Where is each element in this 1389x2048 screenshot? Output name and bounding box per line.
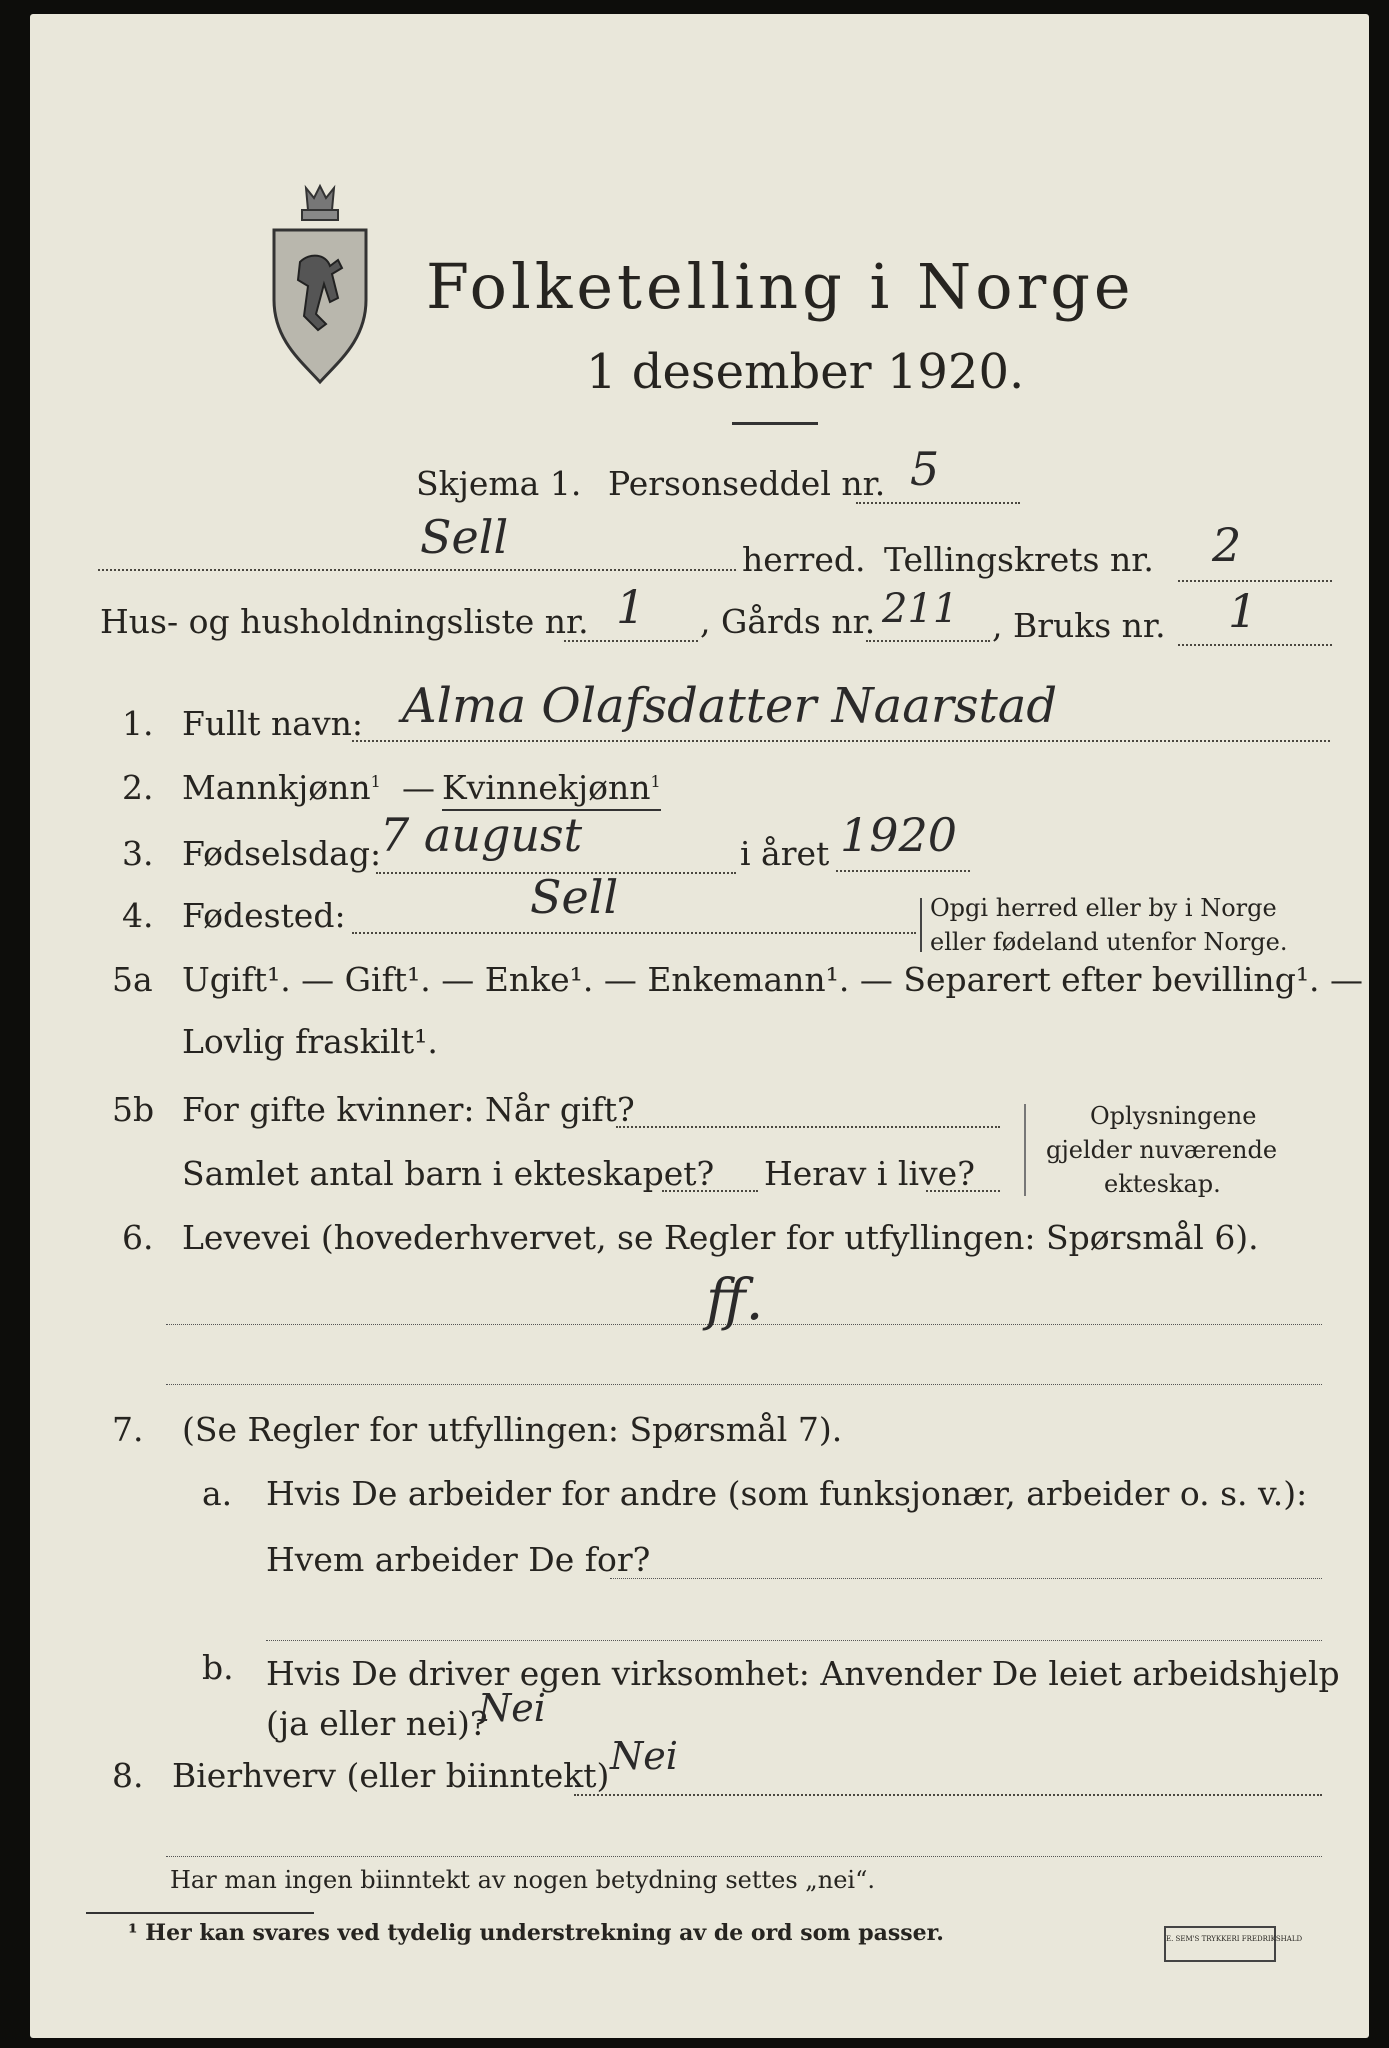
q5a-number: 5a	[112, 960, 153, 999]
q5b-children-field-line	[662, 1190, 758, 1192]
q5a-options	[182, 960, 1363, 999]
q1-field-line	[352, 740, 1330, 742]
q1-label: Fullt navn:	[182, 704, 363, 743]
bruks-field-line	[1178, 644, 1332, 646]
q4-note-bracket	[920, 898, 922, 952]
tellingskrets-label: Tellingskrets nr.	[884, 540, 1154, 579]
gards-field-line	[866, 640, 990, 642]
q6-label: Levevei (hovederhvervet, se Regler for utfyllingen: Spørsmål 6).	[182, 1218, 1259, 1257]
q5b-note-bracket	[1024, 1104, 1026, 1196]
q6-answer-line2	[166, 1384, 1322, 1385]
q5b-note-line1: Oplysningene	[1090, 1102, 1257, 1130]
q7a-question: Hvis De arbeider for andre (som funksjonær, arbeider o. s. v.):	[266, 1474, 1308, 1513]
gards-value[interactable]: 211	[882, 586, 959, 632]
birthplace-value[interactable]: Sell	[530, 870, 619, 924]
full-name-value[interactable]: Alma Olafsdatter Naarstad	[402, 678, 1058, 734]
census-form	[30, 14, 1369, 2038]
q5b-alive-field-line	[926, 1190, 1000, 1192]
q8-number: 8.	[112, 1756, 144, 1795]
q7b-yes-no-label: (ja eller nei)?	[266, 1704, 488, 1743]
footnote: ¹ Her kan svares ved tydelig understrekning av de ord som passer.	[128, 1920, 944, 1946]
q4-number: 4.	[122, 896, 154, 935]
form-title: Folketelling i Norge	[426, 250, 1135, 323]
form-date: 1 desember 1920.	[586, 344, 1025, 400]
bruks-label: , Bruks nr.	[992, 606, 1166, 645]
q8-field-line2	[166, 1856, 1322, 1857]
q8-field-line	[574, 1794, 1322, 1796]
coat-of-arms-emblem	[266, 182, 374, 388]
q5b-number: 5b	[112, 1090, 155, 1129]
q7a-field-line2	[266, 1640, 1322, 1641]
q6-number: 6.	[122, 1218, 154, 1257]
q3-label: Fødselsdag:	[182, 834, 382, 873]
q2-female-label: Kvinnekjønn	[442, 768, 651, 807]
q7-number: 7.	[112, 1410, 144, 1449]
q4-note-line2: eller fødeland utenfor Norge.	[930, 928, 1288, 956]
q5a-options-text: Ugift¹. — Gift¹. — Enke¹. — Enkemann¹. — Separert efter bevilling¹. —	[182, 960, 1364, 999]
schema-label: Skjema 1.	[416, 464, 582, 503]
q3-year-label: i året	[740, 834, 830, 873]
title-divider	[732, 422, 818, 425]
gards-label: , Gårds nr.	[700, 602, 876, 641]
q8-label: Bierhverv (eller biinntekt)	[172, 1756, 610, 1795]
q2-dash: —	[402, 768, 435, 807]
hired-help-value[interactable]: Nei	[478, 1686, 546, 1730]
husholdningsliste-value[interactable]: 1	[616, 580, 646, 634]
personseddel-value[interactable]: 5	[910, 442, 940, 496]
bruks-value[interactable]: 1	[1228, 584, 1258, 638]
q7a-letter: a.	[202, 1474, 233, 1513]
q7a-field-line1	[610, 1578, 1322, 1579]
q8-note: Har man ingen biinntekt av nogen betydning settes „nei“.	[170, 1866, 875, 1894]
printer-stamp-text: E. SEM'S TRYKKERI FREDRIKSHALD	[1166, 1935, 1303, 1943]
footnote-divider	[86, 1912, 314, 1914]
q5b-field-line	[616, 1126, 1000, 1128]
herred-value[interactable]: Sell	[420, 510, 509, 564]
occupation-value[interactable]: ff.	[706, 1268, 764, 1333]
q7a-employer-label: Hvem arbeider De for?	[266, 1540, 651, 1579]
birthday-value[interactable]: 7 august	[380, 808, 583, 862]
q7b-question: Hvis De driver egen virksomhet: Anvender De leiet arbeidshjelp	[266, 1654, 1340, 1693]
printer-stamp	[1164, 1926, 1303, 1962]
q5b-children-label: Samlet antal barn i ekteskapet?	[182, 1154, 715, 1193]
q3-number: 3.	[122, 834, 154, 873]
q4-field-line	[352, 932, 916, 934]
personseddel-field-line	[856, 502, 1020, 504]
q5b-note-line3: ekteskap.	[1104, 1170, 1221, 1198]
husholdningsliste-label: Hus- og husholdningsliste nr.	[100, 602, 589, 641]
q5b-note-line2: gjelder nuværende	[1046, 1136, 1278, 1164]
q3-year-field-line	[836, 870, 970, 872]
q7b-letter: b.	[202, 1648, 234, 1687]
side-income-value[interactable]: Nei	[610, 1734, 678, 1778]
tellingskrets-value[interactable]: 2	[1212, 518, 1242, 572]
q5b-alive-label: Herav i live?	[764, 1154, 975, 1193]
q5a-options-cont: Lovlig fraskilt¹.	[182, 1022, 438, 1061]
q5b-label: For gifte kvinner: Når gift?	[182, 1090, 635, 1129]
q7-label: (Se Regler for utfyllingen: Spørsmål 7).	[182, 1410, 843, 1449]
herred-label: herred.	[742, 540, 866, 579]
q2-male-label: Mannkjønn	[182, 768, 371, 807]
herred-field-line	[98, 569, 736, 571]
birth-year-value[interactable]: 1920	[840, 808, 958, 862]
q2-female-option[interactable]: Kvinnekjønn$^1$	[442, 768, 661, 811]
q4-label: Fødested:	[182, 896, 346, 935]
husholdningsliste-field-line	[564, 640, 698, 642]
q1-number: 1.	[122, 704, 154, 743]
q2-male-option: Mannkjønn$^1$	[182, 768, 381, 807]
tellingskrets-field-line	[1178, 580, 1332, 582]
q4-note-line1: Opgi herred eller by i Norge	[930, 894, 1277, 922]
q2-number: 2.	[122, 768, 154, 807]
personseddel-label: Personseddel nr.	[608, 464, 886, 503]
